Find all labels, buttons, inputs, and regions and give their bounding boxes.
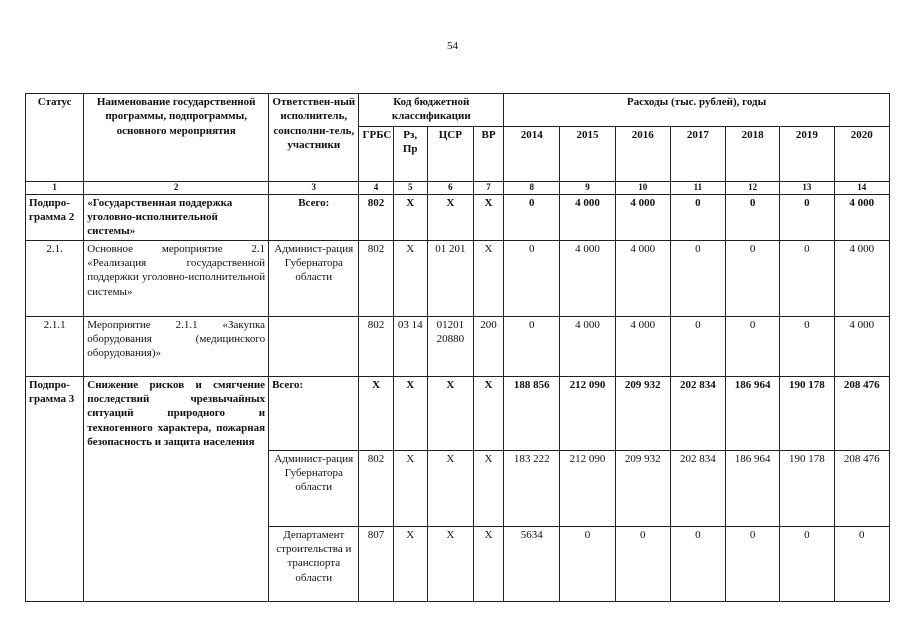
row-value: 0	[780, 316, 834, 376]
row-csr: 01 201	[427, 240, 473, 316]
row-value: 186 964	[726, 450, 780, 526]
row-csr: Х	[427, 194, 473, 240]
header-csr: ЦСР	[427, 127, 473, 182]
column-number: 5	[393, 182, 427, 195]
row-value: 0	[670, 240, 725, 316]
table-row	[26, 194, 890, 240]
row-value: 4 000	[834, 240, 889, 316]
header-name: Наименование государственной программы, подпрограммы, основного мероприятия	[84, 94, 269, 182]
row-value: 4 000	[615, 194, 670, 240]
row-value: 188 856	[504, 376, 560, 450]
row-value: 0	[780, 526, 834, 601]
row-value: 190 178	[780, 450, 834, 526]
row-value: 208 476	[834, 450, 889, 526]
row-value: 0	[504, 240, 560, 316]
row-name: Основное мероприятие 2.1 «Реализация государственной поддержки уголовно-исполнительной системы»	[84, 240, 269, 316]
row-status-continued	[26, 450, 84, 526]
row-value: 202 834	[670, 450, 725, 526]
row-value: 4 000	[615, 316, 670, 376]
column-number: 12	[726, 182, 780, 195]
header-year: 2016	[615, 127, 670, 182]
row-grbs: Х	[359, 376, 393, 450]
header-year: 2015	[560, 127, 615, 182]
table-row	[26, 316, 890, 376]
row-vr: Х	[473, 526, 503, 601]
header-budget-code: Код бюджетной классификации	[359, 94, 504, 127]
row-grbs: 802	[359, 194, 393, 240]
row-grbs: 802	[359, 316, 393, 376]
row-csr: Х	[427, 450, 473, 526]
table-row	[26, 240, 890, 316]
row-value: 4 000	[834, 316, 889, 376]
header-grbs: ГРБС	[359, 127, 393, 182]
row-responsible	[269, 316, 359, 376]
row-status: Подпро-грамма 3	[26, 376, 84, 450]
header-responsible: Ответствен-ный исполнитель, соисполни-тель, участники	[269, 94, 359, 182]
row-name-continued	[84, 450, 269, 526]
row-value: 0	[560, 526, 615, 601]
row-vr: Х	[473, 240, 503, 316]
table-row	[26, 526, 890, 601]
row-value: 212 090	[560, 450, 615, 526]
row-status: 2.1.1	[26, 316, 84, 376]
column-number: 8	[504, 182, 560, 195]
row-rzpr: Х	[393, 526, 427, 601]
row-value: 0	[780, 194, 834, 240]
row-status-continued	[26, 526, 84, 601]
column-number: 3	[269, 182, 359, 195]
row-csr: Х	[427, 376, 473, 450]
row-responsible: Админист-рация Губернатора области	[269, 240, 359, 316]
header-expenses: Расходы (тыс. рублей), годы	[504, 94, 890, 127]
column-number: 2	[84, 182, 269, 195]
row-vr: Х	[473, 376, 503, 450]
row-value: 0	[834, 526, 889, 601]
row-vr: Х	[473, 450, 503, 526]
row-csr: Х	[427, 526, 473, 601]
column-number: 11	[670, 182, 725, 195]
row-grbs: 802	[359, 450, 393, 526]
row-value: 0	[780, 240, 834, 316]
row-rzpr: Х	[393, 376, 427, 450]
row-value: 4 000	[615, 240, 670, 316]
column-number: 1	[26, 182, 84, 195]
header-year: 2017	[670, 127, 725, 182]
header-rzpr: Рз, Пр	[393, 127, 427, 182]
row-name: «Государственная поддержка уголовно-исполнительной системы»	[84, 194, 269, 240]
row-value: 209 932	[615, 376, 670, 450]
row-responsible: Админист-рация Губернатора области	[269, 450, 359, 526]
row-vr: Х	[473, 194, 503, 240]
row-name: Мероприятие 2.1.1 «Закупка оборудования (медицинского оборудования)»	[84, 316, 269, 376]
row-grbs: 807	[359, 526, 393, 601]
header-year: 2020	[834, 127, 889, 182]
header-year: 2019	[780, 127, 834, 182]
row-vr: 200	[473, 316, 503, 376]
row-csr: 01201 20880	[427, 316, 473, 376]
table-row	[26, 450, 890, 526]
page-number: 54	[447, 40, 458, 52]
row-grbs: 802	[359, 240, 393, 316]
row-value: 0	[670, 194, 725, 240]
column-number: 13	[780, 182, 834, 195]
header-year: 2014	[504, 127, 560, 182]
row-status: Подпро-грамма 2	[26, 194, 84, 240]
row-value: 0	[670, 526, 725, 601]
budget-table	[25, 93, 890, 602]
row-value: 0	[726, 240, 780, 316]
row-value: 0	[670, 316, 725, 376]
row-status: 2.1.	[26, 240, 84, 316]
table-row	[26, 376, 890, 450]
row-rzpr: Х	[393, 194, 427, 240]
column-number: 4	[359, 182, 393, 195]
row-rzpr: Х	[393, 240, 427, 316]
row-rzpr: 03 14	[393, 316, 427, 376]
row-value: 4 000	[560, 194, 615, 240]
row-value: 208 476	[834, 376, 889, 450]
row-name: Снижение рисков и смягчение последствий чрезвычайных ситуаций природного и техногенного характера, пожарная безопасность и защита населения	[84, 376, 269, 450]
row-value: 4 000	[560, 240, 615, 316]
row-value: 0	[615, 526, 670, 601]
row-value: 4 000	[834, 194, 889, 240]
column-number: 9	[560, 182, 615, 195]
row-value: 0	[726, 316, 780, 376]
row-value: 190 178	[780, 376, 834, 450]
header-year: 2018	[726, 127, 780, 182]
row-value: 5634	[504, 526, 560, 601]
header-vr: ВР	[473, 127, 503, 182]
row-value: 202 834	[670, 376, 725, 450]
row-value: 0	[726, 526, 780, 601]
column-number: 10	[615, 182, 670, 195]
column-number: 14	[834, 182, 889, 195]
row-value: 209 932	[615, 450, 670, 526]
row-value: 0	[504, 194, 560, 240]
row-value: 212 090	[560, 376, 615, 450]
column-number-row	[26, 182, 890, 195]
column-number: 6	[427, 182, 473, 195]
row-name-continued	[84, 526, 269, 601]
column-number: 7	[473, 182, 503, 195]
header-status: Статус	[26, 94, 84, 182]
row-rzpr: Х	[393, 450, 427, 526]
row-responsible: Всего:	[269, 376, 359, 450]
row-responsible: Департамент строительства и транспорта области	[269, 526, 359, 601]
row-value: 183 222	[504, 450, 560, 526]
row-responsible: Всего:	[269, 194, 359, 240]
row-value: 4 000	[560, 316, 615, 376]
row-value: 186 964	[726, 376, 780, 450]
row-value: 0	[504, 316, 560, 376]
header-row-1	[26, 94, 890, 127]
row-value: 0	[726, 194, 780, 240]
